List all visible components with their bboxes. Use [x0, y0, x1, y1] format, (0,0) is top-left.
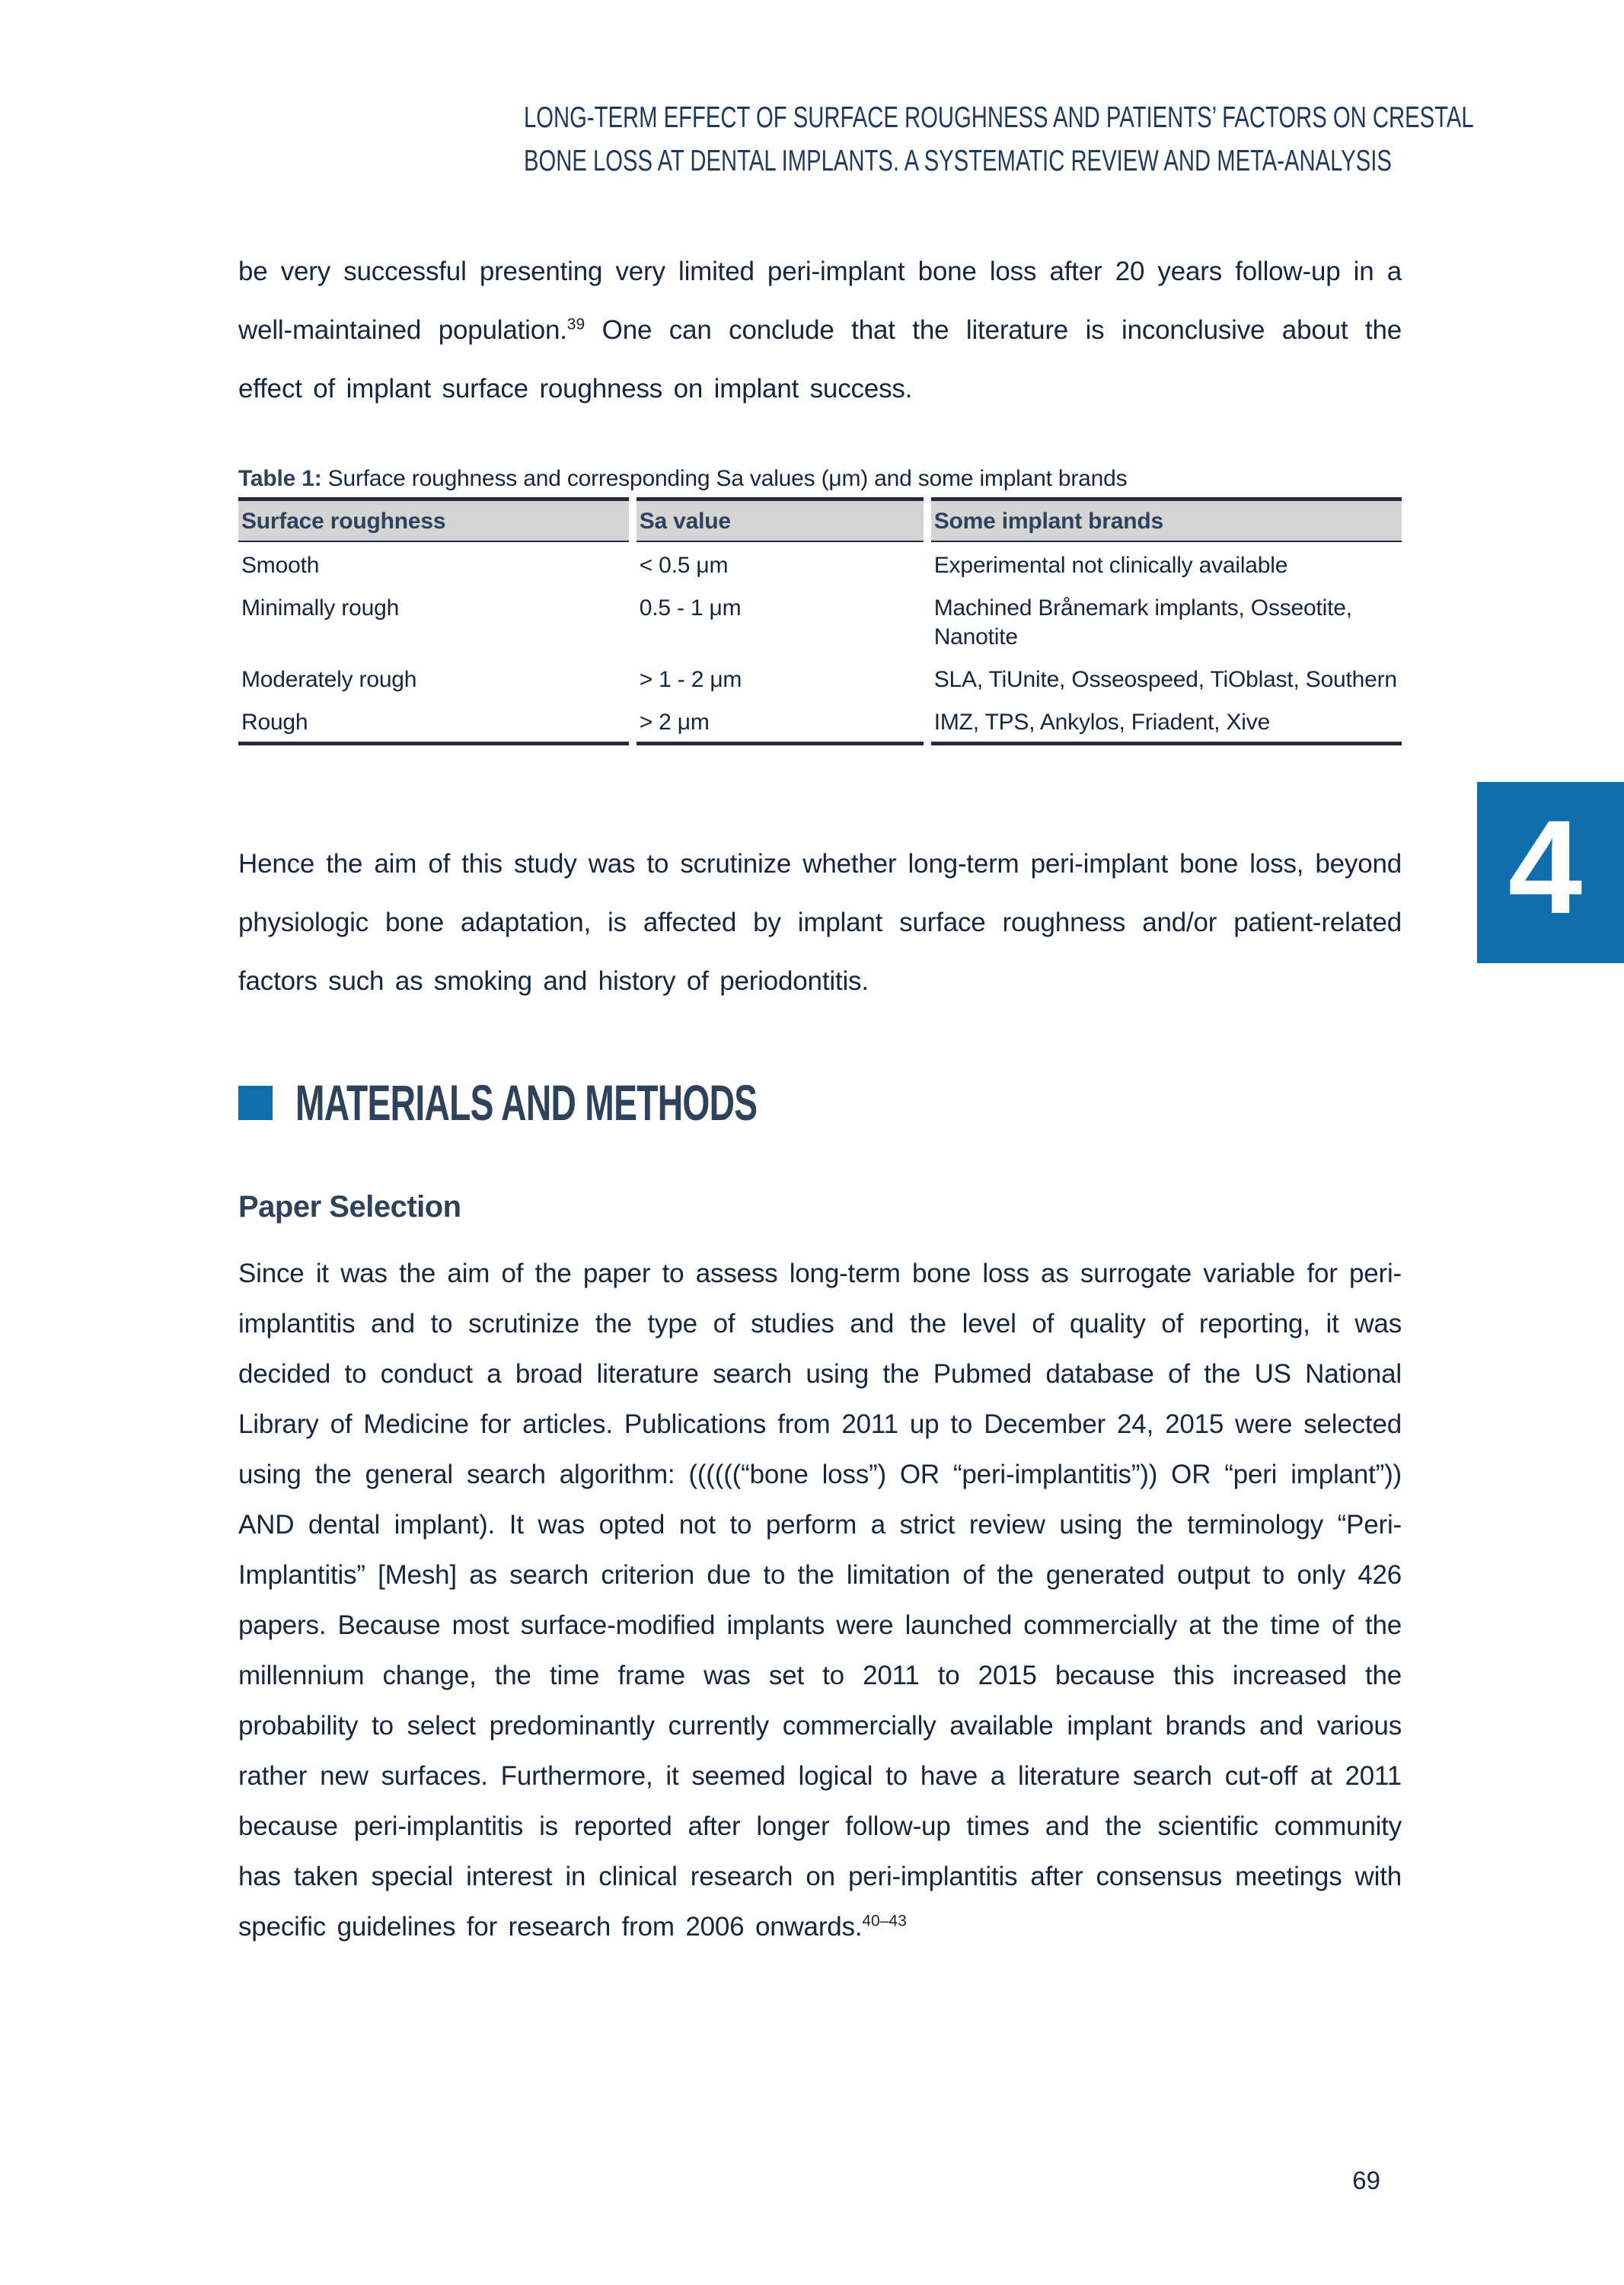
table-row — [238, 585, 1402, 656]
table-caption — [238, 462, 1402, 496]
cell-brands: Machined Brånemark implants, Osseotite, Nanotite — [933, 595, 1352, 649]
running-head-line-2: BONE LOSS AT DENTAL IMPLANTS. A SYSTEMATIC REVIEW AND META-ANALYSIS — [524, 145, 1392, 177]
table-row — [238, 656, 1402, 699]
cell-roughness: Smooth — [241, 553, 320, 578]
cell-brands: IMZ, TPS, Ankylos, Friadent, Xive — [931, 699, 1402, 745]
column-header-sa-value: Sa value — [637, 497, 924, 542]
running-head-line-1: LONG-TERM EFFECT OF SURFACE ROUGHNESS AND PATIENTS’ FACTORS ON CRESTAL — [524, 101, 1474, 134]
methods-paragraph — [238, 1249, 1402, 1952]
reference-superscript-40-43: 40–43 — [862, 1912, 907, 1930]
cell-brands: SLA, TiUnite, Osseospeed, TiOblast, Southern — [933, 667, 1397, 692]
cell-roughness: Moderately rough — [241, 667, 417, 692]
section-heading-text: MATERIALS AND METHODS — [295, 1074, 758, 1131]
table-row — [238, 542, 1402, 585]
cell-sa-value: < 0.5 μm — [639, 553, 729, 578]
intro-text-before-ref: be very successful presenting very limited peri-implant bone loss after 20 years follow-up in a well-maintained population. — [238, 257, 1402, 345]
text-column — [238, 0, 1474, 1979]
aim-paragraph: Hence the aim of this study was to scrutinize whether long-term peri-implant bone loss, beyond physiologic bone adaptation, is affected by implant surface roughness and/or patient-related factors such as smoking and history of periodontitis. — [238, 849, 1402, 996]
page-number: 69 — [1352, 2166, 1380, 2194]
chapter-number: 4 — [1508, 793, 1583, 942]
cell-brands: Experimental not clinically available — [933, 553, 1288, 578]
column-header-surface-roughness: Surface roughness — [238, 497, 629, 542]
cell-roughness: Rough — [238, 699, 629, 745]
table-caption-text: Surface roughness and corresponding Sa values (μm) and some implant brands — [321, 466, 1128, 491]
cell-sa-value: > 2 μm — [637, 699, 924, 745]
column-header-implant-brands: Some implant brands — [931, 497, 1402, 542]
table-caption-label: Table 1: — [238, 466, 322, 491]
intro-paragraph — [238, 242, 1402, 418]
intro-text-after-ref: One can conclude that the literature is inconclusive about the effect of implant surface roughness on implant success. — [238, 315, 1402, 404]
section-heading-materials-and-methods — [238, 1074, 1402, 1131]
chapter-tab — [1477, 782, 1624, 963]
surface-roughness-table — [231, 497, 1409, 745]
cell-roughness: Minimally rough — [241, 595, 400, 621]
table-row — [238, 699, 1402, 745]
running-head-title — [238, 96, 1474, 183]
section-bullet-icon — [238, 1086, 273, 1120]
cell-sa-value: 0.5 - 1 μm — [639, 595, 742, 621]
table-header-row — [238, 497, 1402, 542]
methods-text: Since it was the aim of the paper to assess long-term bone loss as surrogate variable for peri-implantitis and to scrutinize the type of studies and the level of quality of reporting, it was decided to conduct a broad literature search using the Pubmed database of the US National Library of Medicine for articles. Publications from 2011 up to December 24, 2015 were selected using the general search algorithm: ((((((“bone loss”) OR “peri-implantitis”)) OR “peri implant”)) AND dental implant). It was opted not to perform a strict review using the terminology “Peri- Implantitis” [Mesh] as search criterion due to the limitation of the generated output to only 426 papers. Because most surface-modified implants were launched commercially at the time of the millennium change, the time frame was set to 2011 to 2015 because this increased the probability to select predominantly currently commercially available implant brands and various rather new surfaces. Furthermore, it seemed logical to have a literature search cut-off at 2011 because peri-implantitis is reported after longer follow-up times and the scientific community has taken special interest in clinical research on peri-implantitis after consensus meetings with specific guidelines for research from 2006 onwards. — [238, 1259, 1402, 1942]
subsection-heading-paper-selection: Paper Selection — [238, 1190, 461, 1224]
cell-sa-value: > 1 - 2 μm — [639, 667, 742, 692]
reference-superscript-39: 39 — [566, 315, 585, 333]
